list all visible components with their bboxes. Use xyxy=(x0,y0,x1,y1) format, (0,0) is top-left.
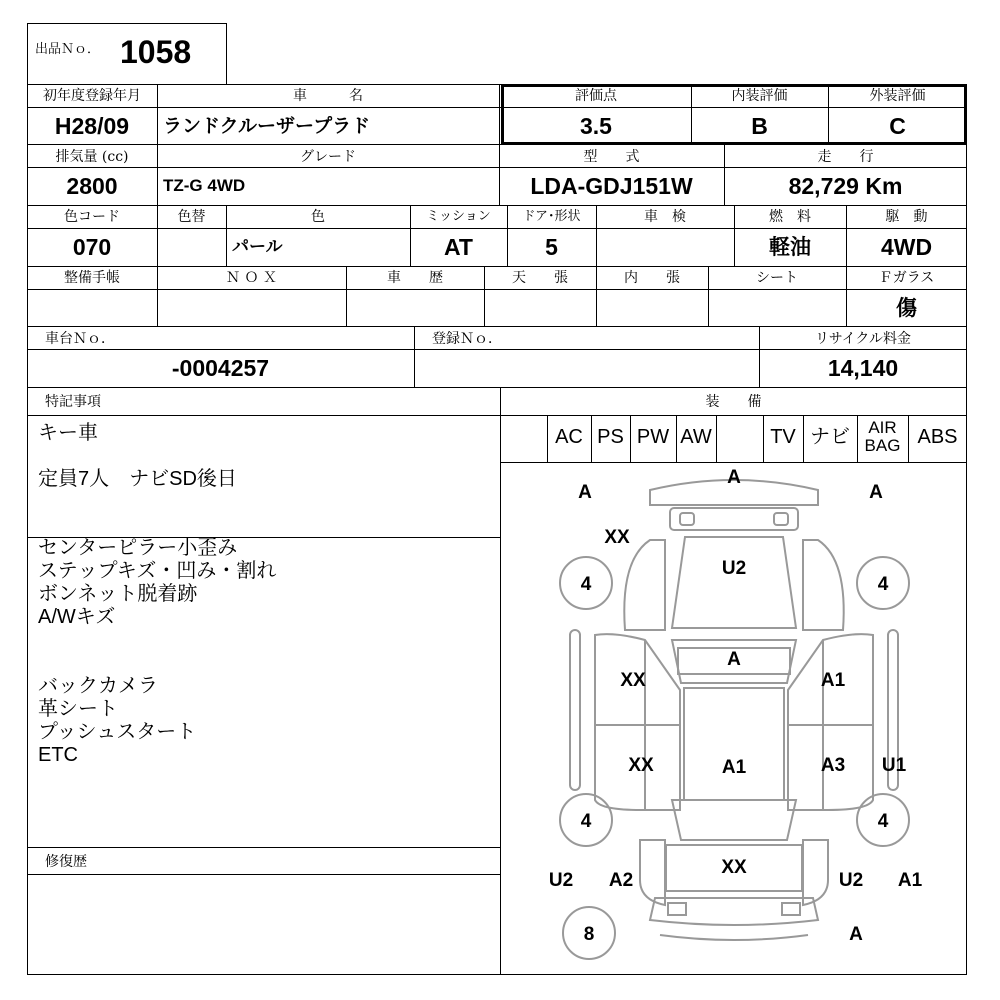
mark-left-rear-quarter-1: U2 xyxy=(548,870,574,891)
chassis-value: -0004257 xyxy=(171,355,270,381)
equipment-pw: PW xyxy=(636,426,670,448)
mark-hood: U2 xyxy=(721,558,747,579)
chassis-label: 車台Ｎｏ． xyxy=(45,331,115,347)
mark-front-right-corner: A xyxy=(869,482,883,503)
mark-tire-rear-right: 4 xyxy=(877,811,889,832)
recycle-label: リサイクル料金 xyxy=(814,331,912,347)
model-value: LDA-GDJ151W xyxy=(530,173,693,199)
mark-tire-front-right: 4 xyxy=(877,574,889,595)
drive-label: 駆 動 xyxy=(885,209,928,225)
mark-rear-bumper: A xyxy=(849,924,863,945)
drive-value: 4WD xyxy=(880,234,933,260)
inspection-label: 車 検 xyxy=(644,209,686,225)
mark-roof-front: A xyxy=(727,649,741,670)
mark-windshield-area: XX xyxy=(604,527,630,548)
car-damage-diagram xyxy=(501,463,967,975)
repaint-label: 色替 xyxy=(177,209,206,225)
mark-tire-rear-left: 4 xyxy=(580,811,592,832)
score-label: 評価点 xyxy=(575,88,617,104)
mark-front-bumper: A xyxy=(727,467,741,488)
mark-tire-front-left: 4 xyxy=(580,574,592,595)
roof-shape xyxy=(684,688,784,800)
equipment-ac: AC xyxy=(555,426,583,448)
lot-label: 出品Ｎｏ． xyxy=(35,42,101,57)
repair-history-label: 修復歴 xyxy=(45,854,87,870)
mark-right-rear-quarter-2: A1 xyxy=(897,870,923,891)
mark-left-rear-quarter-2: A2 xyxy=(608,870,634,891)
color-value: パール xyxy=(232,237,283,257)
equipment-ps: PS xyxy=(597,426,624,448)
color-code-label: 色コード xyxy=(64,209,120,225)
mission-label: ミッション xyxy=(426,209,491,224)
color-label: 色 xyxy=(311,209,325,225)
year-label: 初年度登録年月 xyxy=(43,88,141,104)
mark-spare-tire: 8 xyxy=(583,924,595,945)
grade-label: グレード xyxy=(300,149,356,165)
mark-right-rear-quarter-1: U2 xyxy=(838,870,864,891)
door-label: ドア･形状 xyxy=(522,209,581,224)
name-label: 車 名 xyxy=(293,88,363,104)
equipment-abs: ABS xyxy=(917,426,958,448)
seat-label: シート xyxy=(756,270,798,286)
mark-tailgate: XX xyxy=(721,857,747,878)
notes-block-1: キー車 定員7人 ナビSD後日 xyxy=(38,422,237,490)
registration-label: 登録Ｎｏ． xyxy=(432,331,502,347)
inner-lining-label: 内 張 xyxy=(624,270,680,286)
grade-value: TZ-G 4WD xyxy=(163,176,246,195)
notes-block-2: センターピラー小歪み ステップキズ・凹み・割れ ボンネット脱着跡 A/Wキズ バックカメラ 革シート プッシュスタート ETC xyxy=(38,537,277,766)
interior-value: B xyxy=(751,113,768,139)
mark-front-left-corner: A xyxy=(578,482,592,503)
equipment-navi: ナビ xyxy=(810,426,850,448)
notes-label: 特記事項 xyxy=(45,394,101,410)
mark-right-step: U1 xyxy=(881,755,907,776)
mission-value: AT xyxy=(444,234,473,260)
nox-label: Ｎ Ｏ Ｘ xyxy=(226,270,277,286)
service-label: 整備手帳 xyxy=(64,270,120,286)
exterior-label: 外装評価 xyxy=(869,88,926,104)
equipment-tv: TV xyxy=(770,426,796,448)
displacement-value: 2800 xyxy=(66,173,118,199)
mark-left-rear-door: XX xyxy=(628,755,654,776)
equipment-label: 装 備 xyxy=(705,394,762,410)
roof-lining-label: 天 張 xyxy=(512,270,568,286)
equipment-aw: AW xyxy=(680,426,712,448)
mark-right-rear-door: A3 xyxy=(820,755,846,776)
hood-shape xyxy=(672,537,796,628)
fuel-label: 燃 料 xyxy=(769,209,811,225)
mileage-value: 82,729 Km xyxy=(788,173,903,199)
equipment-airbag: AIR BAG xyxy=(864,418,901,455)
history-label: 車 歴 xyxy=(387,270,443,286)
door-value: 5 xyxy=(545,234,558,260)
lot-number: 1058 xyxy=(120,34,192,70)
exterior-value: C xyxy=(889,113,906,139)
color-code-value: 070 xyxy=(72,234,112,260)
mileage-label: 走 行 xyxy=(817,149,874,165)
front-glass-value: 傷 xyxy=(896,296,917,320)
mark-right-front-door: A1 xyxy=(820,670,846,691)
front-glass-label: Ｆガラス xyxy=(878,270,935,286)
fuel-value: 軽油 xyxy=(769,235,811,259)
model-label: 型 式 xyxy=(583,149,640,165)
recycle-value: 14,140 xyxy=(827,355,899,381)
mark-roof: A1 xyxy=(721,757,747,778)
year-value: H28/09 xyxy=(54,113,130,139)
mark-left-front-door: XX xyxy=(620,670,646,691)
displacement-label: 排気量 (cc) xyxy=(55,149,129,165)
grille-shape xyxy=(670,508,798,530)
score-value: 3.5 xyxy=(580,113,612,139)
name-value: ランドクルーザープラド xyxy=(163,115,371,137)
interior-label: 内装評価 xyxy=(731,88,788,104)
